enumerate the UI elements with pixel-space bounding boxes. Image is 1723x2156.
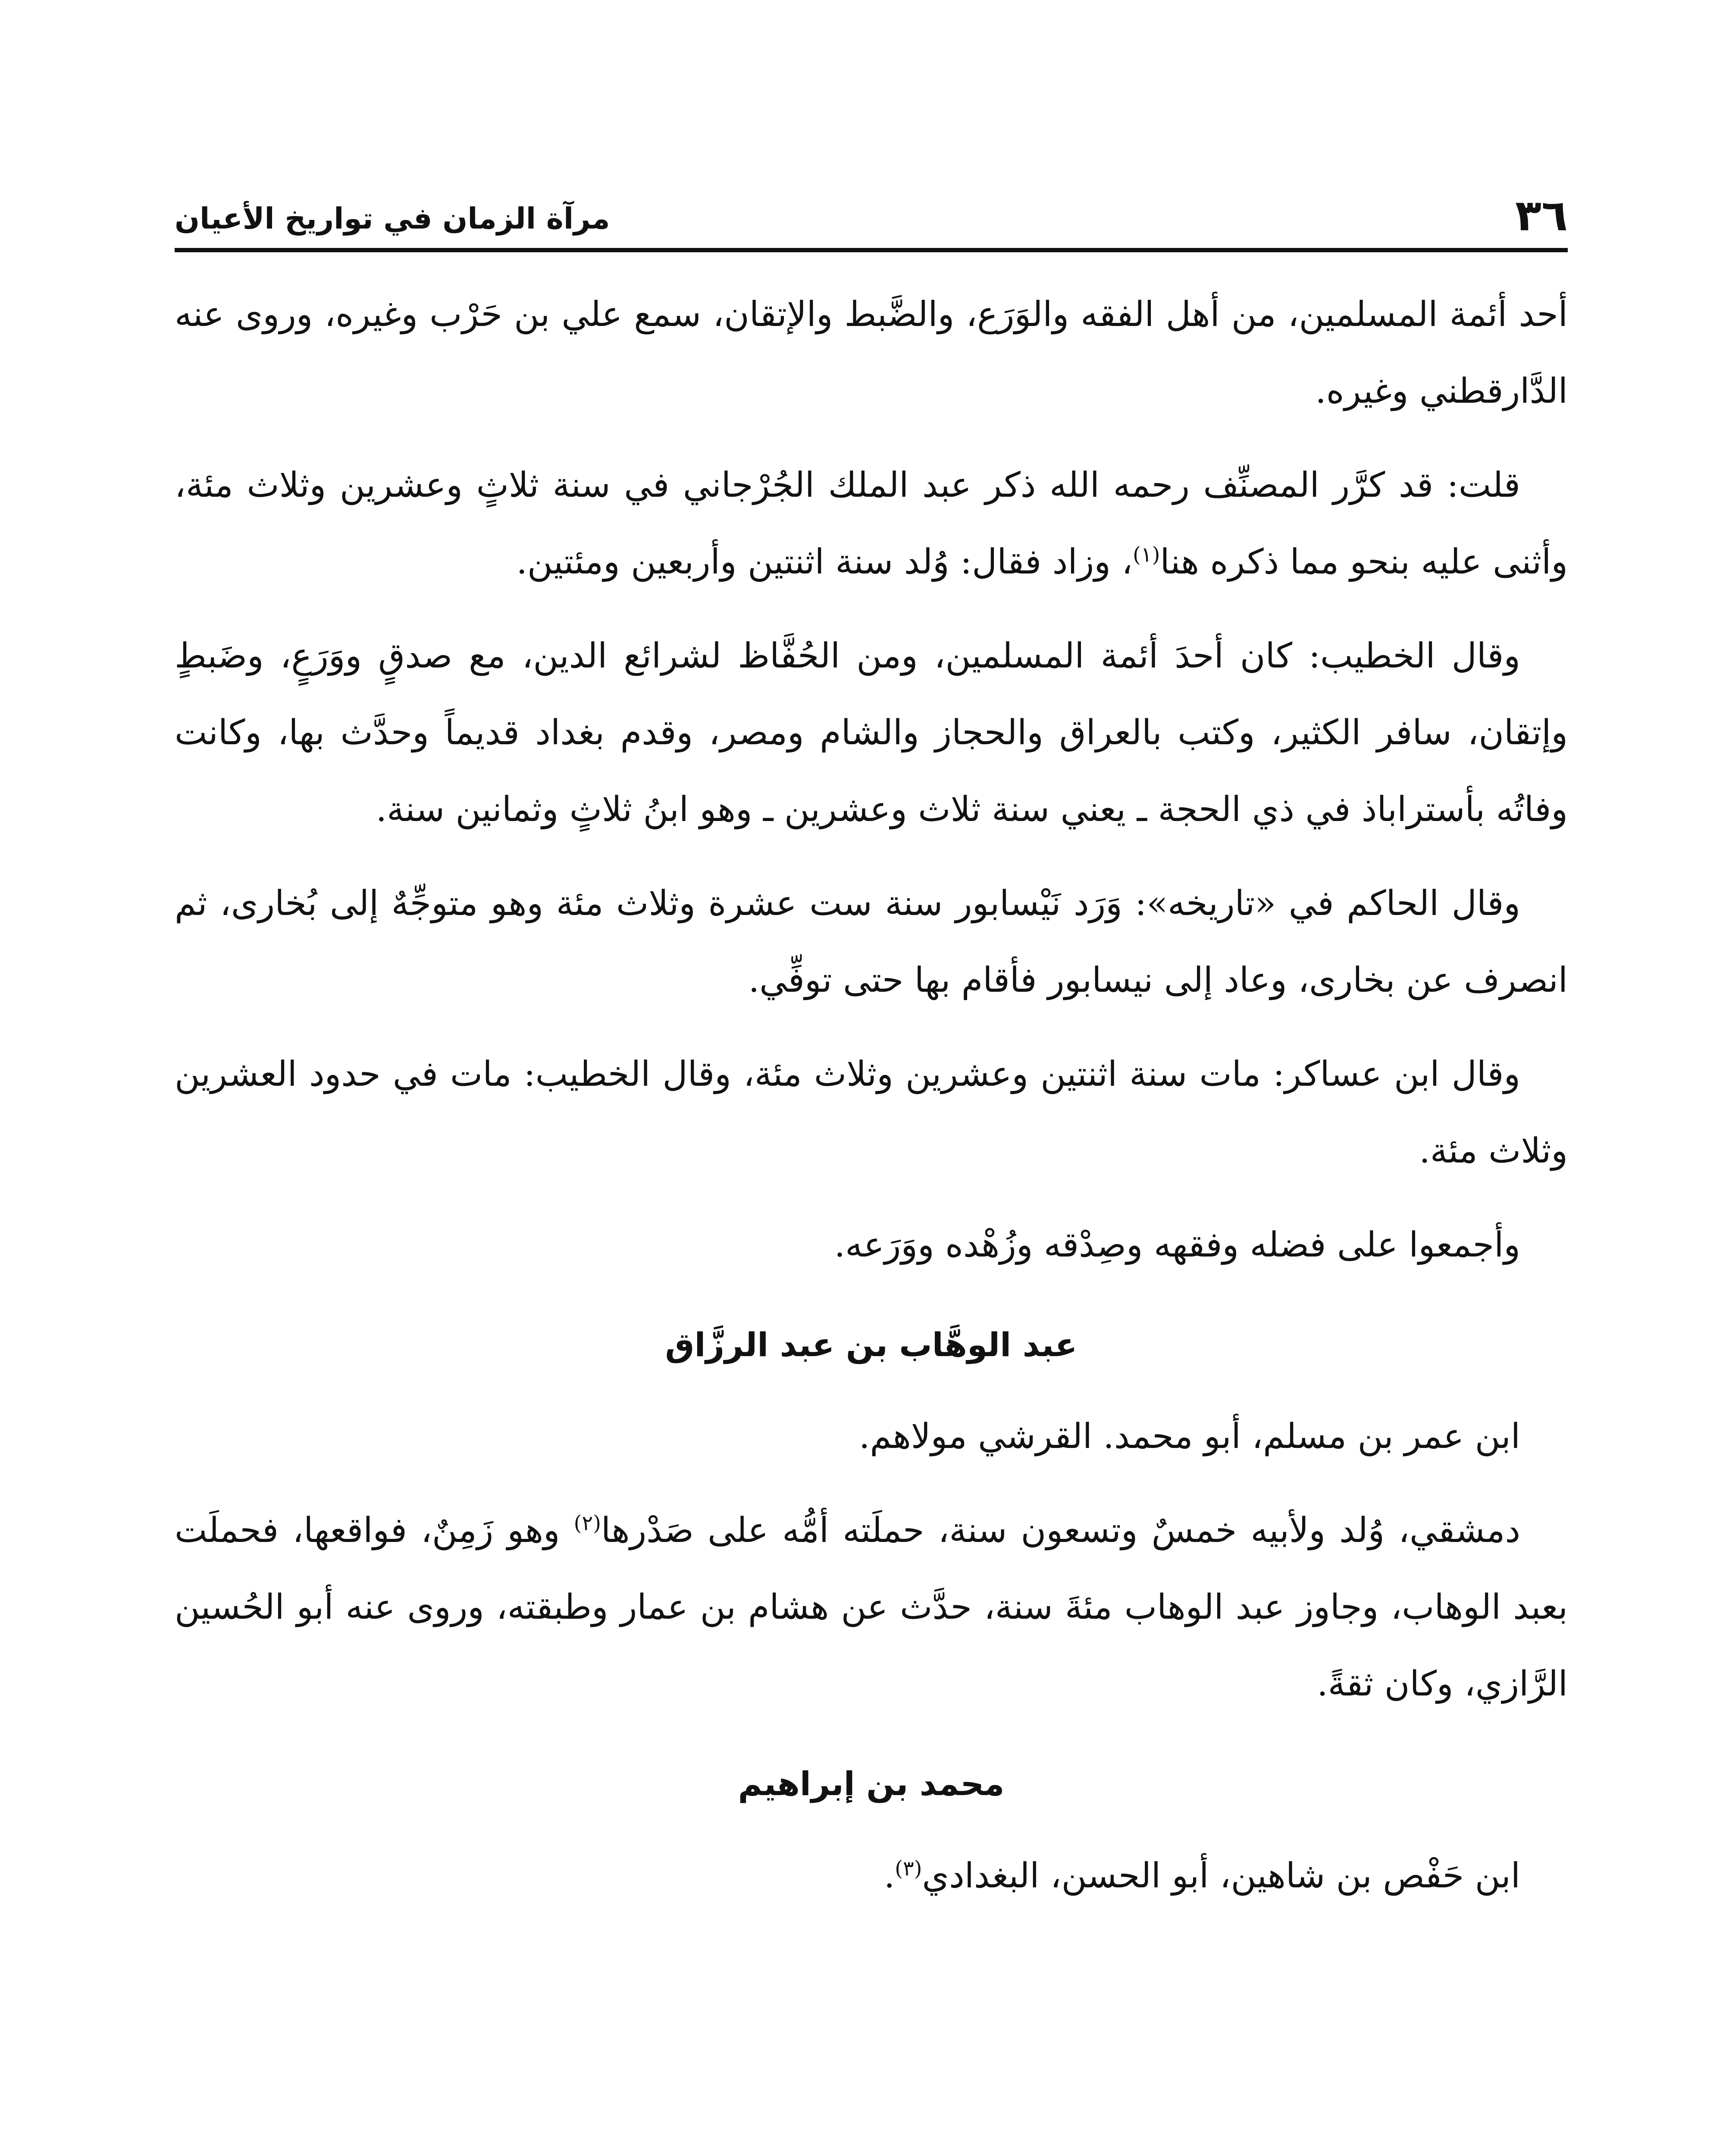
paragraph-8: دمشقي، وُلد ولأبيه خمسٌ وتسعون سنة، حملَته أمُّه على صَدْرها$^{(٢)}$ وهو زَمِنٌ، فواقعها، فحملَت بعبد الوهاب، وجاوز عبد الوهاب مئةَ سنة، حدَّث عن هشام بن عمار وطبقته، وروى عنه أبو الحُسين الرَّازي، وكان ثقةً. xyxy=(175,1510,1568,1704)
footnote-ref-2: (٢) xyxy=(573,1511,601,1536)
paragraph-4: وقال الحاكم في «تاريخه»: وَرَد نَيْسابور سنة ست عشرة وثلاث مئة وهو متوجِّهٌ إلى بُخارى، ثم انصرف عن بخارى، وعاد إلى نيسابور فأقام بها حتى توفِّي. xyxy=(175,883,1568,1000)
paragraph-9: ابن حَفْص بن شاهين، أبو الحسن، البغدادي$^{(٣)}$. xyxy=(883,1855,1520,1896)
paragraph-7: ابن عمر بن مسلم، أبو محمد. القرشي مولاهم. xyxy=(858,1416,1520,1457)
paragraph-3: وقال الخطيب: كان أحدَ أئمة المسلمين، ومن الحُفَّاظ لشرائع الدين، مع صدقٍ ووَرَعٍ، وضَبطٍ وإتقان، سافر الكثير، وكتب بالعراق والحجاز والشام ومصر، وقدم بغداد قديماً وحدَّث بها، وكانت وفاتُه بأستراباذ في ذي الحجة ـ يعني سنة ثلاث وعشرين ـ وهو ابنُ ثلاثٍ وثمانين سنة. xyxy=(175,636,1568,829)
paragraph-2: قلت: قد كرَّر المصنِّف رحمه الله ذكر عبد الملك الجُرْجاني في سنة ثلاثٍ وعشرين وثلاث مئة، وأثنى عليه بنحو مما ذكره هنا$^{(١)}$، وزاد فقال: وُلد سنة اثنتين وأربعين ومئتين. xyxy=(175,465,1568,582)
section-heading-2: محمد بن إبراهيم xyxy=(738,1764,1005,1803)
footnote-ref-3: (٣) xyxy=(895,1856,922,1881)
footnote-ref-1: (١) xyxy=(1133,542,1160,567)
main-text xyxy=(175,276,1568,1931)
book-title: مرآة الزمان في تواريخ الأعيان xyxy=(175,202,610,236)
section-heading-1: عبد الوهَّاب بن عبد الرزَّاق xyxy=(665,1326,1078,1364)
paragraph-5: وقال ابن عساكر: مات سنة اثنتين وعشرين وثلاث مئة، وقال الخطيب: مات في حدود العشرين وثلاث مئة. xyxy=(175,1054,1568,1171)
running-header xyxy=(175,172,1568,241)
paragraph-1: أحد أئمة المسلمين، من أهل الفقه والوَرَع، والضَّبط والإتقان، سمع علي بن حَرْب وغيره، وروى عنه الدَّارقطني وغيره. xyxy=(175,294,1568,411)
paragraph-6: وأجمعوا على فضله وفقهه وصِدْقه وزُهْده ووَرَعه. xyxy=(834,1225,1520,1265)
header-rule xyxy=(175,248,1568,252)
page-number: ٣٦ xyxy=(1515,190,1568,241)
